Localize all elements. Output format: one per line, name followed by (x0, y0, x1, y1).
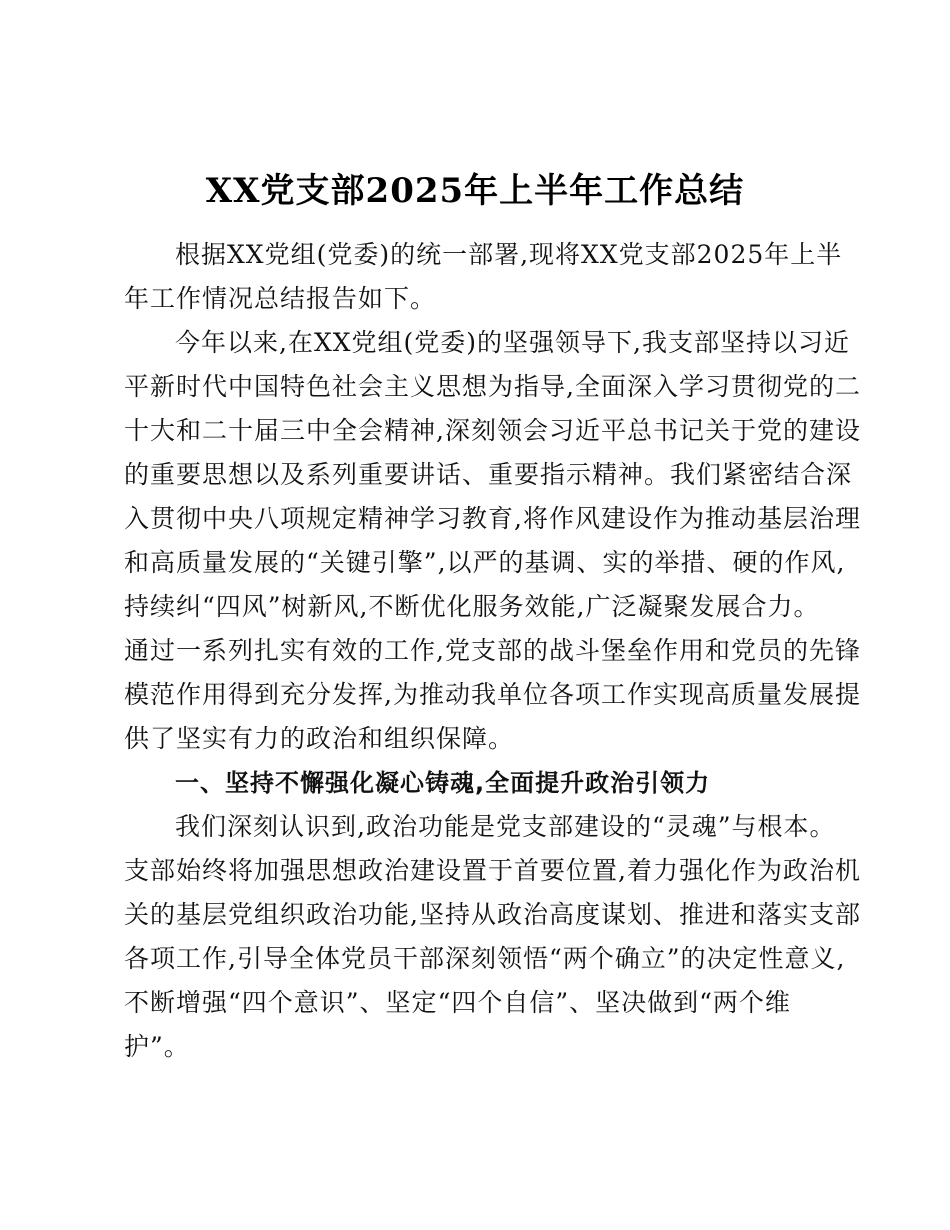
paragraph-line: 今年以来,在XX党组(党委)的坚强领导下,我支部坚持以习近 (175, 328, 850, 357)
paragraph-line: 年工作情况总结报告如下。 (124, 284, 437, 313)
paragraph-line: 供了坚实有力的政治和组织保障。 (124, 724, 515, 753)
paragraph-line: 通过一系列扎实有效的工作,党支部的战斗堡垒作用和党员的先锋 (124, 636, 861, 665)
paragraph-line: 平新时代中国特色社会主义思想为指导,全面深入学习贯彻党的二 (124, 372, 861, 401)
paragraph-line: 支部始终将加强思想政治建设置于首要位置,着力强化作为政治机 (124, 856, 861, 885)
paragraph-line: 的重要思想以及系列重要讲话、重要指示精神。我们紧密结合深 (124, 460, 853, 489)
paragraph-line: 不断增强“四个意识”、坚定“四个自信”、坚决做到“两个维 (124, 988, 791, 1017)
paragraph-line: 各项工作,引导全体党员干部深刻领悟“两个确立”的决定性意义, (124, 944, 846, 973)
paragraph-line: 根据XX党组(党委)的统一部署,现将XX党支部2025年上半 (175, 240, 843, 269)
paragraph-line: 关的基层党组织政治功能,坚持从政治高度谋划、推进和落实支部 (124, 900, 861, 929)
paragraph-line: 入贯彻中央八项规定精神学习教育,将作风建设作为推动基层治理 (124, 504, 861, 533)
paragraph-line: 和高质量发展的“关键引擎”,以严的基调、实的举措、硬的作风, (124, 548, 846, 577)
paragraph-line: 护”。 (124, 1032, 190, 1061)
paragraph-line: 持续纠“四风”树新风,不断优化服务效能,广泛凝聚发展合力。 (124, 592, 820, 621)
paragraph-line: 我们深刻认识到,政治功能是党支部建设的“灵魂”与根本。 (175, 812, 836, 841)
document-title: XX党支部2025年上半年工作总结 (205, 171, 745, 211)
paragraph-line: 模范作用得到充分发挥,为推动我单位各项工作实现高质量发展提 (124, 680, 861, 709)
section-heading: 一、坚持不懈强化凝心铸魂,全面提升政治引领力 (175, 769, 711, 797)
paragraph-line: 十大和二十届三中全会精神,深刻领会习近平总书记关于党的建设 (124, 416, 861, 445)
